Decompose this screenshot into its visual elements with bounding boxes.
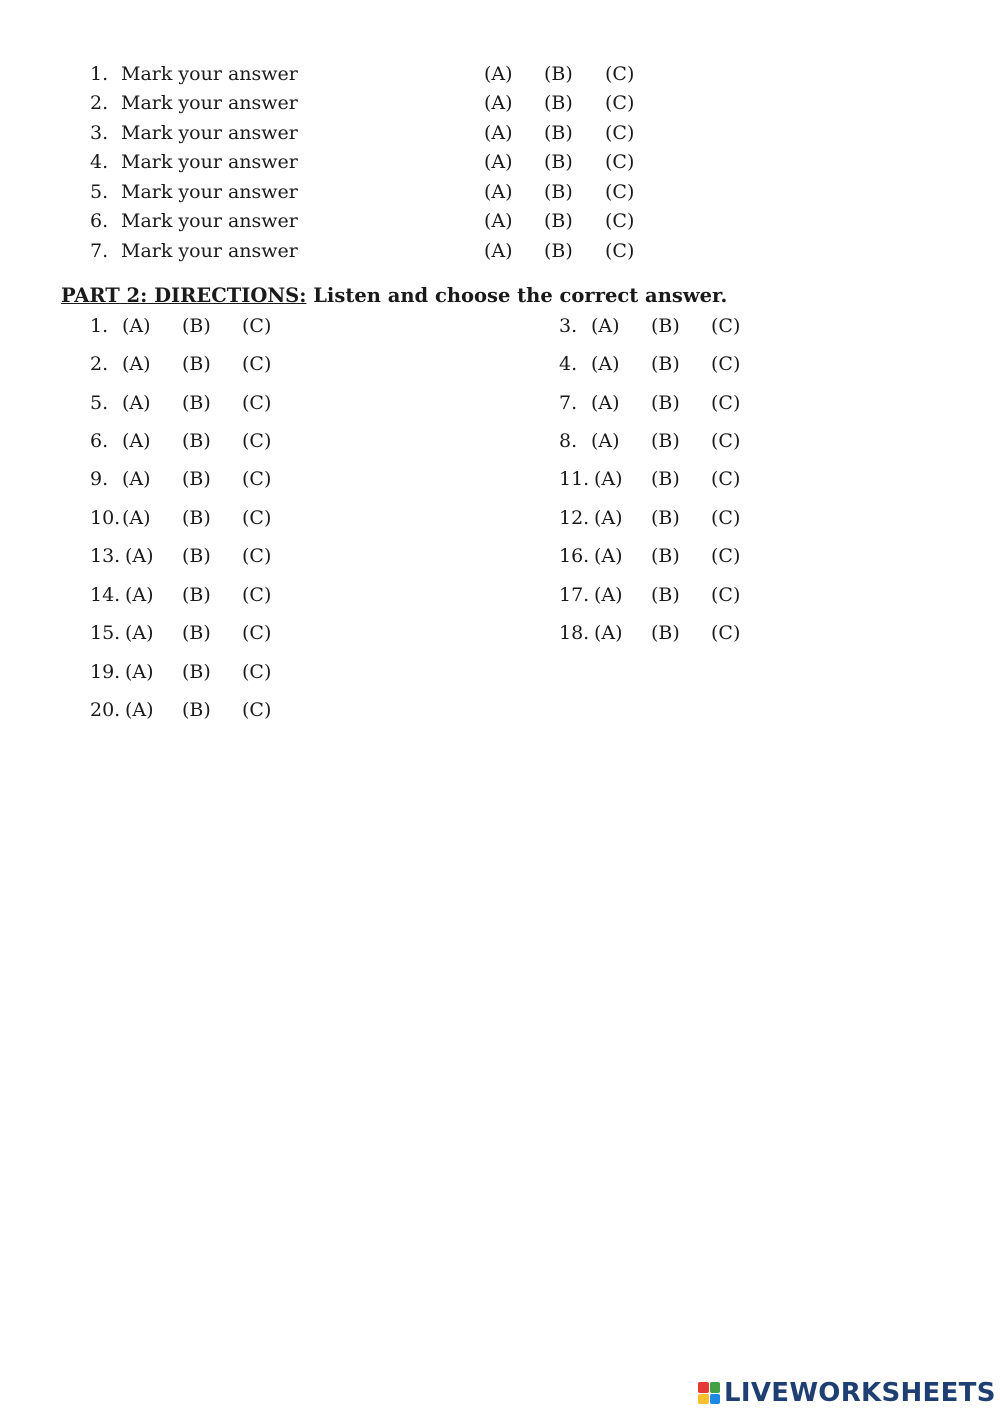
option-a[interactable]: (A)	[125, 584, 154, 606]
option-c[interactable]: (C)	[242, 315, 272, 337]
item-number: 3.	[90, 122, 109, 144]
option-c[interactable]: (C)	[711, 353, 741, 375]
option-c[interactable]: (C)	[242, 584, 272, 606]
logo-block	[710, 1382, 721, 1393]
option-a[interactable]: (A)	[122, 353, 151, 375]
option-c[interactable]: (C)	[605, 92, 635, 114]
option-c[interactable]: (C)	[711, 430, 741, 452]
option-b[interactable]: (B)	[544, 122, 573, 144]
part2-item	[559, 468, 859, 496]
item-number: 7.	[90, 240, 109, 262]
part2-item	[90, 315, 390, 343]
logo-text: LIVEWORKSHEETS	[724, 1378, 996, 1408]
option-b[interactable]: (B)	[651, 353, 680, 375]
option-b[interactable]: (B)	[182, 584, 211, 606]
option-c[interactable]: (C)	[711, 392, 741, 414]
option-c[interactable]: (C)	[242, 699, 272, 721]
item-number: 18.	[559, 622, 590, 644]
item-number: 10.	[90, 507, 121, 529]
option-a[interactable]: (A)	[484, 63, 513, 85]
part2-heading	[61, 284, 727, 307]
option-c[interactable]: (C)	[605, 240, 635, 262]
item-number: 6.	[90, 210, 109, 232]
part2-item	[90, 507, 390, 535]
logo-block	[698, 1394, 709, 1405]
item-number: 2.	[90, 92, 109, 114]
option-b[interactable]: (B)	[651, 315, 680, 337]
option-c[interactable]: (C)	[711, 584, 741, 606]
part2-item	[90, 392, 390, 420]
part2-item	[90, 661, 390, 689]
option-a[interactable]: (A)	[122, 392, 151, 414]
option-a[interactable]: (A)	[591, 392, 620, 414]
item-number: 15.	[90, 622, 121, 644]
part2-item	[559, 622, 859, 650]
option-b[interactable]: (B)	[651, 507, 680, 529]
part2-item	[90, 545, 390, 573]
option-c[interactable]: (C)	[242, 622, 272, 644]
option-a[interactable]: (A)	[484, 240, 513, 262]
option-b[interactable]: (B)	[651, 545, 680, 567]
item-number: 5.	[90, 392, 109, 414]
option-b[interactable]: (B)	[544, 181, 573, 203]
option-c[interactable]: (C)	[711, 468, 741, 490]
part1-item	[0, 63, 1000, 91]
option-a[interactable]: (A)	[125, 545, 154, 567]
item-text: Mark your answer	[121, 92, 298, 114]
option-b[interactable]: (B)	[651, 622, 680, 644]
option-b[interactable]: (B)	[544, 240, 573, 262]
option-a[interactable]: (A)	[122, 468, 151, 490]
item-number: 12.	[559, 507, 590, 529]
option-b[interactable]: (B)	[182, 661, 211, 683]
option-b[interactable]: (B)	[182, 545, 211, 567]
item-text: Mark your answer	[121, 181, 298, 203]
option-a[interactable]: (A)	[484, 210, 513, 232]
part2-item	[559, 392, 859, 420]
item-number: 7.	[559, 392, 578, 414]
item-text: Mark your answer	[121, 151, 298, 173]
option-c[interactable]: (C)	[242, 430, 272, 452]
part2-item	[90, 430, 390, 458]
option-a[interactable]: (A)	[125, 622, 154, 644]
item-number: 11.	[559, 468, 590, 490]
item-number: 13.	[90, 545, 121, 567]
option-a[interactable]: (A)	[122, 315, 151, 337]
option-a[interactable]: (A)	[594, 545, 623, 567]
part2-label: PART 2: DIRECTIONS:	[61, 284, 307, 307]
option-b[interactable]: (B)	[182, 315, 211, 337]
option-b[interactable]: (B)	[651, 468, 680, 490]
option-b[interactable]: (B)	[182, 430, 211, 452]
option-a[interactable]: (A)	[484, 151, 513, 173]
option-a[interactable]: (A)	[591, 353, 620, 375]
part2-item	[559, 430, 859, 458]
part1-item	[0, 92, 1000, 120]
logo-block	[698, 1382, 709, 1393]
option-a[interactable]: (A)	[591, 315, 620, 337]
item-number: 14.	[90, 584, 121, 606]
part1-item	[0, 122, 1000, 150]
option-c[interactable]: (C)	[242, 545, 272, 567]
item-number: 3.	[559, 315, 578, 337]
part2-item	[90, 622, 390, 650]
option-b[interactable]: (B)	[651, 584, 680, 606]
option-a[interactable]: (A)	[122, 507, 151, 529]
liveworksheets-logo	[698, 1378, 996, 1408]
item-number: 19.	[90, 661, 121, 683]
option-c[interactable]: (C)	[605, 151, 635, 173]
option-a[interactable]: (A)	[594, 584, 623, 606]
item-number: 2.	[90, 353, 109, 375]
item-number: 4.	[90, 151, 109, 173]
item-number: 6.	[90, 430, 109, 452]
option-a[interactable]: (A)	[594, 622, 623, 644]
option-b[interactable]: (B)	[544, 151, 573, 173]
option-a[interactable]: (A)	[484, 122, 513, 144]
item-number: 8.	[559, 430, 578, 452]
option-b[interactable]: (B)	[544, 210, 573, 232]
option-b[interactable]: (B)	[182, 468, 211, 490]
part2-item	[559, 584, 859, 612]
option-c[interactable]: (C)	[242, 661, 272, 683]
option-c[interactable]: (C)	[605, 122, 635, 144]
option-a[interactable]: (A)	[594, 468, 623, 490]
option-a[interactable]: (A)	[591, 430, 620, 452]
option-c[interactable]: (C)	[605, 63, 635, 85]
option-c[interactable]: (C)	[242, 507, 272, 529]
item-text: Mark your answer	[121, 210, 298, 232]
option-c[interactable]: (C)	[242, 353, 272, 375]
option-a[interactable]: (A)	[122, 430, 151, 452]
part2-item	[90, 353, 390, 381]
item-number: 20.	[90, 699, 121, 721]
part1-item	[0, 240, 1000, 268]
option-a[interactable]: (A)	[484, 92, 513, 114]
part2-item	[559, 315, 859, 343]
option-c[interactable]: (C)	[711, 545, 741, 567]
item-number: 5.	[90, 181, 109, 203]
item-number: 1.	[90, 315, 109, 337]
option-b[interactable]: (B)	[544, 92, 573, 114]
item-text: Mark your answer	[121, 122, 298, 144]
part2-item	[90, 699, 390, 727]
part2-item	[90, 468, 390, 496]
option-b[interactable]: (B)	[651, 392, 680, 414]
part1-item	[0, 210, 1000, 238]
part1-item	[0, 181, 1000, 209]
option-b[interactable]: (B)	[182, 622, 211, 644]
option-c[interactable]: (C)	[242, 392, 272, 414]
option-c[interactable]: (C)	[605, 181, 635, 203]
part2-item	[90, 584, 390, 612]
part2-item	[559, 353, 859, 381]
option-c[interactable]: (C)	[242, 468, 272, 490]
option-b[interactable]: (B)	[182, 699, 211, 721]
part1-item	[0, 151, 1000, 179]
item-number: 1.	[90, 63, 109, 85]
item-number: 9.	[90, 468, 109, 490]
item-text: Mark your answer	[121, 240, 298, 262]
option-b[interactable]: (B)	[182, 507, 211, 529]
option-b[interactable]: (B)	[544, 63, 573, 85]
part2-item	[559, 507, 859, 535]
option-b[interactable]: (B)	[182, 392, 211, 414]
option-a[interactable]: (A)	[125, 661, 154, 683]
item-number: 4.	[559, 353, 578, 375]
part2-item	[559, 545, 859, 573]
option-a[interactable]: (A)	[125, 699, 154, 721]
option-a[interactable]: (A)	[594, 507, 623, 529]
option-c[interactable]: (C)	[711, 622, 741, 644]
item-number: 17.	[559, 584, 590, 606]
item-number: 16.	[559, 545, 590, 567]
option-b[interactable]: (B)	[182, 353, 211, 375]
option-c[interactable]: (C)	[605, 210, 635, 232]
option-a[interactable]: (A)	[484, 181, 513, 203]
option-b[interactable]: (B)	[651, 430, 680, 452]
logo-blocks-icon	[698, 1382, 720, 1404]
part2-instruction: Listen and choose the correct answer.	[306, 284, 728, 307]
logo-block	[710, 1394, 721, 1405]
option-c[interactable]: (C)	[711, 315, 741, 337]
option-c[interactable]: (C)	[711, 507, 741, 529]
item-text: Mark your answer	[121, 63, 298, 85]
